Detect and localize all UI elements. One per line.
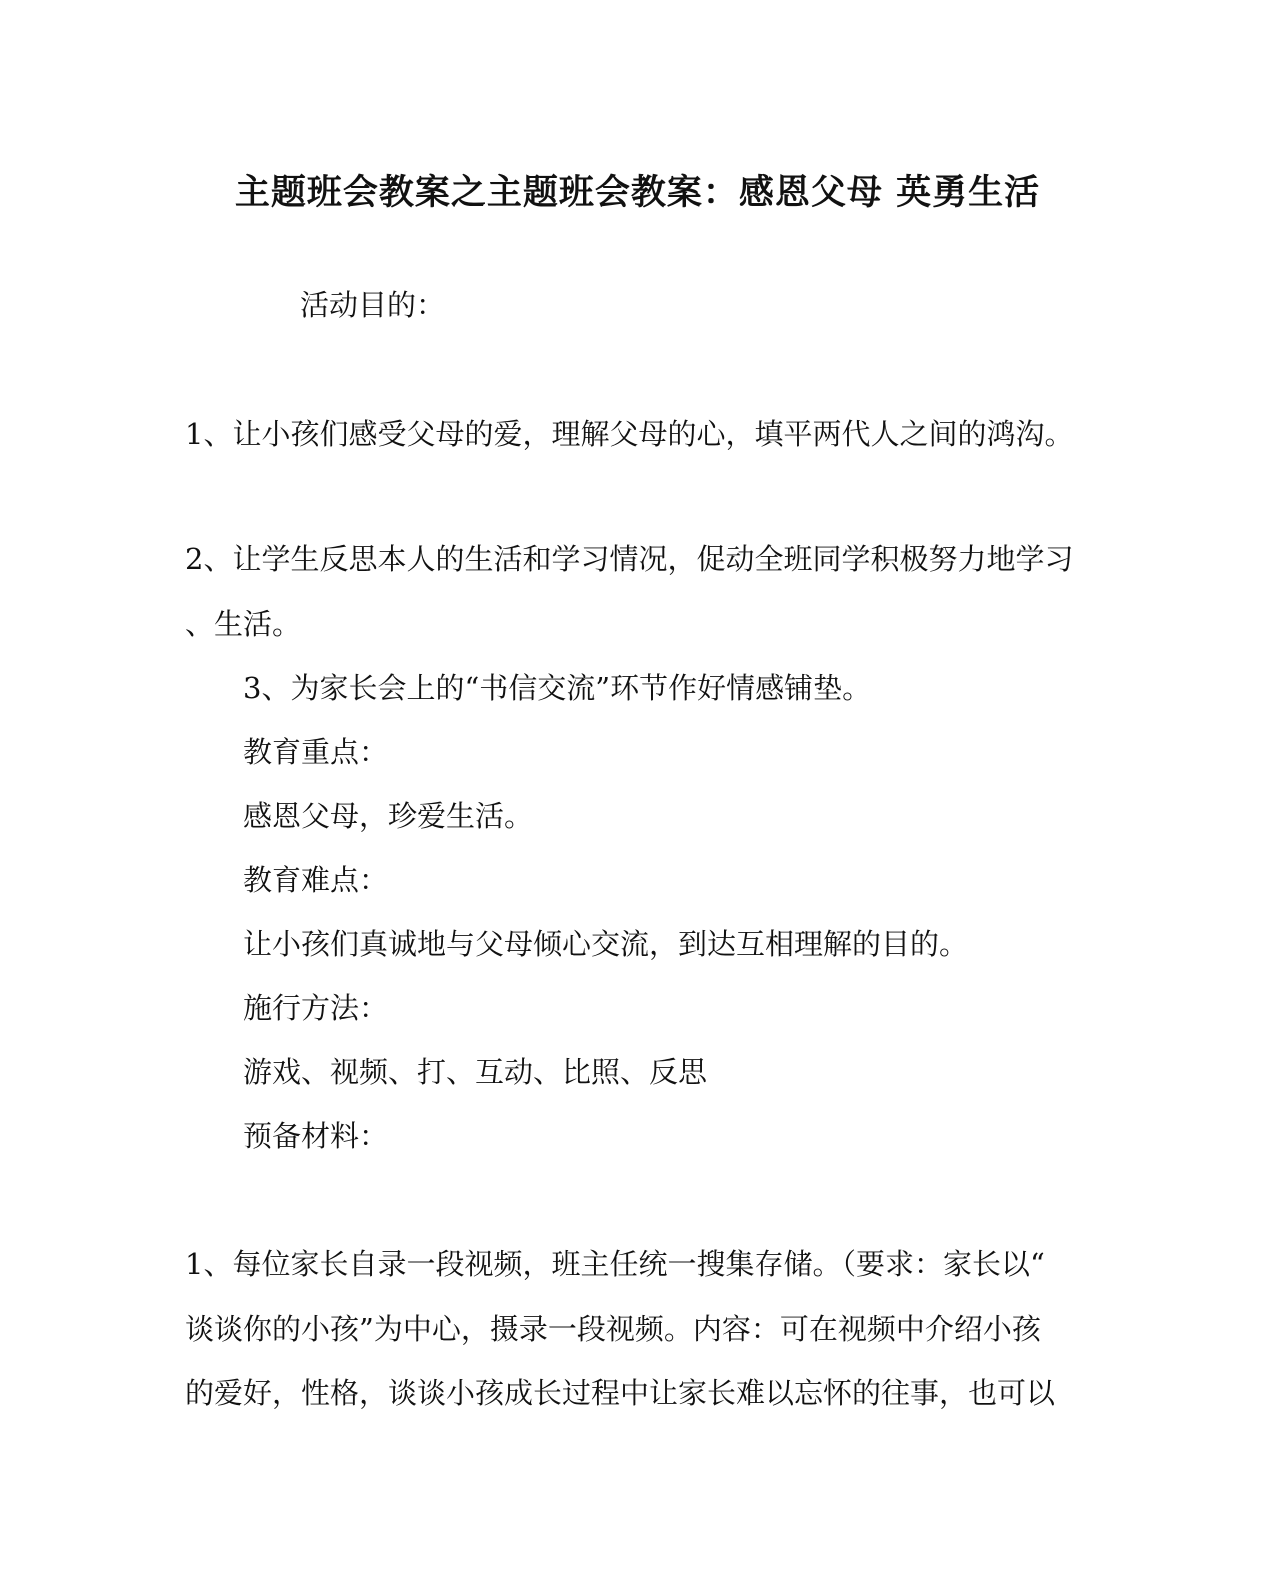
paragraph-line: 1、每位家长自录一段视频，班主任统一搜集存储。（要求：家长以“: [185, 1247, 1045, 1281]
paragraph-line: 的爱好，性格，谈谈小孩成长过程中让家长难以忘怀的往事，也可以: [185, 1376, 1056, 1410]
section-heading-objectives: 活动目的：: [300, 288, 446, 322]
paragraph-line: 谈谈你的小孩”为中心，摄录一段视频。内容：可在视频中介绍小孩: [185, 1312, 1041, 1346]
paragraph-line: 游戏、视频、打、互动、比照、反思: [243, 1055, 708, 1089]
section-heading-difficulty: 教育难点：: [243, 863, 389, 897]
paragraph-line: 1、让小孩们感受父母的爱，理解父母的心，填平两代人之间的鸿沟。: [185, 417, 1074, 451]
document-title: 主题班会教案之主题班会教案：感恩父母 英勇生活: [234, 172, 1041, 213]
section-heading-methods: 施行方法：: [243, 991, 389, 1025]
section-heading-materials: 预备材料：: [243, 1119, 389, 1153]
paragraph-line: 让小孩们真诚地与父母倾心交流，到达互相理解的目的。: [243, 927, 969, 961]
paragraph-line: 、生活。: [185, 607, 302, 641]
paragraph-line: 2、让学生反思本人的生活和学习情况，促动全班同学积极努力地学习: [185, 542, 1074, 576]
paragraph-line: 感恩父母，珍爱生活。: [243, 799, 534, 833]
section-heading-focus: 教育重点：: [243, 735, 389, 769]
paragraph-line: 3、为家长会上的“书信交流”环节作好情感铺垫。: [243, 671, 872, 705]
